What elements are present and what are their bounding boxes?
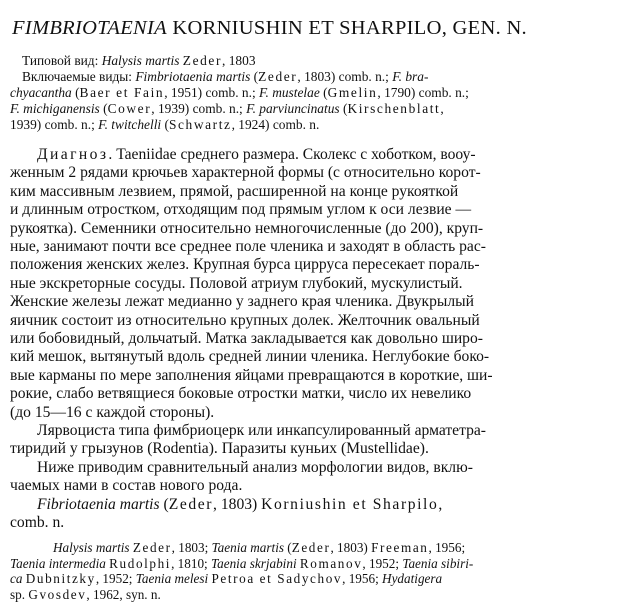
genus-authors: KORNIUSHIN ET SHARPILO, GEN. N.	[172, 17, 527, 39]
diagnosis-line	[10, 238, 632, 256]
author-name: Rudolphi	[109, 555, 172, 571]
text-run: , 1790) comb. n.;	[377, 85, 469, 100]
text-run: , 1803	[222, 53, 256, 68]
author-name: Romanov	[299, 555, 363, 571]
text-run: положения женских желез. Крупная бурса цирруса пересекает пораль-	[10, 256, 480, 274]
text-run: , 1952;	[362, 555, 403, 571]
text-run: . Taeniidae среднего размера. Сколекс с хоботком, вооу-	[108, 146, 476, 163]
text-run: sp.	[10, 586, 29, 602]
taxon-name: Halysis martis	[53, 540, 130, 555]
author-name: Cower	[107, 101, 152, 116]
text-run: , 1956;	[428, 540, 466, 555]
text-run: яичник состоит из относительно крупных долек. Желточник овальный	[10, 311, 480, 329]
diagnosis-line	[10, 385, 632, 403]
text-run: (	[250, 69, 259, 84]
diagnosis-line	[10, 348, 632, 366]
text-run: или бобовидный, дольчатый. Матка закладывается как довольно широ-	[10, 330, 483, 347]
text-run: Ниже приводим сравнительный анализ морфологии видов, вклю-	[37, 458, 473, 476]
text-run: ные, занимают почти все среднее поле членика и заходят в область рас-	[10, 238, 486, 255]
genus-heading	[12, 15, 632, 41]
included-species-line	[10, 85, 630, 101]
text-run: и длинным отростком, отходящим под прямым углом к оси лезвие —	[10, 201, 472, 219]
author-name: Zeder	[168, 495, 214, 513]
text-run: (	[339, 101, 348, 116]
author-name: Gvosdev	[28, 586, 87, 602]
author-name: Schwartz	[168, 117, 232, 132]
text-run: , 1803) comb. n.;	[297, 69, 393, 84]
diagnosis-line	[10, 164, 632, 182]
species-heading-line	[37, 496, 640, 514]
author-name: Korniushin et Sharpilo	[261, 495, 439, 513]
text-run: (	[99, 101, 108, 116]
taxon-name: Hydatigera	[382, 571, 443, 587]
author-name: Zeder	[258, 69, 298, 84]
synonymy-line	[10, 556, 632, 572]
taxon-name: Fibriotaenia martis	[37, 495, 160, 513]
text-run: кий мешок, вытянутый вдоль средней линии членика. Неглубокие боко-	[10, 348, 490, 366]
diagnosis-line	[10, 330, 632, 348]
taxon-name: Taenia sibiri-	[402, 555, 474, 571]
text-run: ким массивным лезвием, прямой, расширенной на конце рукояткой	[10, 182, 459, 200]
text-run: ные экскреторные сосуды. Половой атриум глубокий, мускулистый.	[10, 274, 463, 292]
diagnosis-line	[10, 312, 632, 330]
taxon-name: Taenia intermedia	[10, 555, 106, 571]
included-species-line	[22, 69, 640, 85]
analysis-line	[37, 459, 640, 477]
text-run: ,	[438, 495, 443, 513]
text-run: рокие, слабо ветвящиеся боковые отростки матки, число их невелико	[10, 385, 472, 403]
taxon-name: F. twitchelli	[98, 117, 162, 132]
text-run: , 1803)	[213, 495, 262, 513]
diagnosis-line	[10, 275, 632, 293]
text-run: comb. n.	[10, 514, 65, 531]
text-run: тиридий у грызунов (Rodentia). Паразиты куньих (Mustellidae).	[10, 440, 429, 458]
synonymy-line	[10, 571, 632, 587]
text-run: рукоятка). Семенники относительно немногочисленные (до 200), круп-	[10, 219, 484, 237]
text-run: , 1962, syn. n.	[86, 586, 161, 602]
synonymy-line	[53, 540, 640, 556]
author-name: Zeder	[291, 540, 331, 555]
author-name: Freeman	[371, 540, 429, 555]
text-run: Включаемые виды:	[22, 69, 136, 84]
author-name: Zeder	[182, 53, 223, 68]
taxon-name: Taenia skrjabini	[211, 555, 297, 571]
diagnosis-line	[10, 201, 632, 219]
text-run: 1939) comb. n.;	[10, 117, 99, 132]
author-name: Gmelin	[327, 85, 378, 100]
text-run: , 1939) comb. n.;	[151, 101, 247, 116]
text-run: , 1803;	[171, 540, 212, 555]
text-run: вые карманы по мере заполнения яйцами превращаются в короткие, ши-	[10, 366, 493, 384]
text-run: , 1810;	[171, 555, 211, 571]
species-heading-line	[10, 514, 632, 532]
text-run: (	[161, 117, 169, 132]
diagnosis-line	[10, 293, 632, 311]
taxon-name: ca	[10, 571, 23, 587]
included-species-line	[10, 117, 630, 133]
diagnosis-line	[10, 256, 632, 274]
genus-name: FIMBRIOTAENIA	[12, 17, 167, 39]
text-run: Женские железы лежат медианно у заднего края членика. Двукрылый	[10, 293, 474, 311]
text-run: , 1924) comb. n.	[231, 117, 320, 132]
taxon-name: Taenia martis	[211, 540, 284, 555]
diagnosis-line	[10, 220, 632, 238]
taxon-name: Halysis martis	[101, 53, 180, 68]
included-species-line	[10, 101, 630, 117]
taxon-name: F. bra-	[392, 69, 429, 84]
analysis-line	[10, 477, 632, 495]
taxon-name: chyacantha	[10, 85, 72, 100]
text-run: (	[159, 495, 169, 513]
text-run: женным 2 рядами крючьев характерной формы (с относительно корот-	[10, 164, 481, 182]
text-run: Лярвоциста типа фимбриоцерк или инкапсулированный арматетра-	[37, 422, 486, 439]
author-name: Zeder	[132, 540, 172, 555]
text-run: Типовой вид:	[22, 53, 102, 68]
diagnosis-line	[10, 183, 632, 201]
type-species-line	[22, 53, 640, 69]
synonymy-line	[10, 587, 632, 602]
larva-line	[10, 440, 632, 458]
diagnosis-line	[10, 404, 632, 422]
author-name: Baer et Fain	[79, 85, 165, 100]
text-run: , 1803)	[330, 540, 372, 555]
text-run: (	[284, 540, 292, 555]
text-run: чаемых нами в состав нового рода.	[10, 477, 243, 495]
taxon-name: Fimbriotaenia martis	[135, 69, 251, 84]
taxon-name: F. mustelae	[259, 85, 320, 100]
taxon-name: F. parviuncinatus	[246, 101, 340, 116]
larva-line	[37, 422, 640, 440]
author-name: Petroa et Sadychov	[211, 571, 343, 587]
text-run: ,	[440, 101, 444, 116]
text-run: , 1952;	[95, 571, 136, 587]
taxon-name: F. michiganensis	[10, 101, 100, 116]
text-run: (до 15—16 с каждой стороны).	[10, 403, 215, 421]
taxon-name: Taenia melesi	[135, 571, 209, 587]
author-name: Dubnitzky	[25, 571, 96, 587]
text-run: (	[71, 85, 80, 100]
text-run: , 1956;	[342, 571, 383, 587]
diagnosis-line	[10, 367, 632, 385]
section-label: Диагноз	[37, 146, 109, 163]
author-name: Kirschenblatt	[347, 101, 441, 116]
text-run: , 1951) comb. n.;	[164, 85, 260, 100]
text-run: (	[319, 85, 328, 100]
diagnosis-line	[37, 146, 640, 164]
